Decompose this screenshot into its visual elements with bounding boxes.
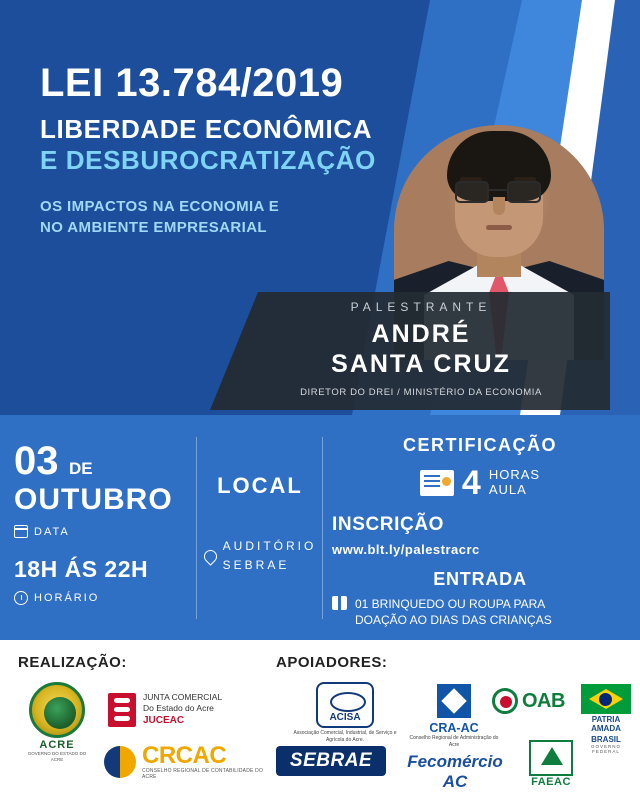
crcac-mark-icon — [104, 746, 136, 778]
brasil-line-3: GOVERNO FEDERAL — [590, 744, 621, 755]
certification-unit — [489, 468, 540, 498]
sebrae-label: SEBRAE — [289, 750, 373, 771]
crcac-main — [142, 744, 274, 768]
acisa-caption: Associação Comercial, Industrial, de Serviço e Agrícola do Acre. — [293, 730, 397, 743]
entry-value — [355, 596, 552, 628]
certification-title: CERTIFICAÇÃO — [403, 435, 557, 455]
speaker-info — [236, 300, 606, 398]
hero-text-block — [40, 62, 420, 238]
logo-acre-label: ACRE — [39, 739, 75, 751]
clock-icon — [14, 591, 28, 605]
subtitle-line-1: OS IMPACTOS NA ECONOMIA E — [40, 198, 280, 216]
time-label: HORÁRIO — [34, 592, 100, 604]
subtitle-line-2: NO AMBIENTE EMPRESARIAL — [40, 218, 267, 236]
juceac-line-3: JUCEAC — [143, 715, 185, 727]
speaker-first-name: ANDRÉ — [371, 320, 471, 348]
certificate-icon — [420, 470, 454, 496]
logo-oab — [492, 688, 574, 714]
entry-value-row — [332, 596, 628, 628]
date-label-row — [14, 525, 192, 538]
location-line-2: SEBRAE — [222, 558, 290, 573]
craac-mark-icon — [437, 684, 471, 718]
location-value-row — [200, 537, 320, 575]
info-band — [0, 415, 640, 640]
crcac-caption: CONSELHO REGIONAL DE CONTABILIDADE DO ACRE — [142, 768, 264, 780]
sebrae-box — [276, 746, 386, 776]
craac-label: CRA-AC — [429, 721, 479, 735]
faeac-mark-icon — [529, 740, 573, 776]
subtitle — [40, 197, 420, 238]
logo-juceac — [108, 692, 258, 727]
date-label: DATA — [34, 525, 70, 538]
craac-caption: Conselho Regional de Administração do Acre — [409, 735, 499, 748]
acre-seal-icon — [29, 682, 85, 738]
inscription-title: INSCRIÇÃO — [332, 514, 445, 535]
pin-icon — [201, 547, 219, 565]
juceac-line-1: JUNTA COMERCIAL — [143, 692, 223, 702]
certification-unit-2: AULA — [488, 482, 527, 497]
photo-nose — [493, 197, 505, 215]
inscription-url[interactable]: www.blt.ly/palestracrc — [332, 542, 480, 557]
headline-line-2: E DESBUROCRATIZAÇÃO — [40, 144, 376, 175]
sponsors-section — [0, 640, 640, 800]
brasil-line-2: BRASIL — [591, 734, 621, 744]
logo-acisa — [290, 682, 400, 744]
time-label-row — [14, 591, 192, 605]
speaker-description: DIRETOR DO DREI / MINISTÉRIO DA ECONOMIA — [300, 387, 542, 398]
logo-craac — [408, 684, 500, 748]
divider-2 — [322, 437, 323, 619]
entry-title: ENTRADA — [433, 569, 527, 589]
location-title: LOCAL — [217, 473, 303, 498]
photo-mouth — [486, 225, 512, 230]
fecomercio-label: Fecomércio AC — [407, 752, 503, 791]
certification-unit-1: HORAS — [488, 467, 541, 483]
crcac-main-b: AC — [192, 742, 227, 769]
speaker-name — [236, 320, 606, 379]
brazil-flag-icon — [581, 684, 631, 714]
location-column — [200, 473, 320, 575]
date-column — [14, 441, 192, 605]
date-line — [14, 441, 192, 481]
law-title: LEI 13.784/2019 — [40, 61, 344, 105]
juceac-line-2: Do Estado do Acre — [143, 703, 214, 714]
gift-icon — [332, 596, 347, 610]
certification-column — [332, 435, 628, 628]
crcac-main-a: CRC — [142, 742, 193, 769]
event-month: OUTUBRO — [14, 483, 173, 516]
logo-sebrae — [276, 746, 386, 776]
acisa-mark-icon — [316, 682, 374, 728]
calendar-icon — [14, 525, 28, 538]
logo-crcac — [104, 744, 274, 780]
headline — [40, 114, 420, 175]
juceac-mark-icon — [108, 693, 136, 727]
realization-title: REALIZAÇÃO: — [18, 654, 127, 671]
logo-acre — [24, 682, 90, 760]
location-line-1: AUDITÓRIO — [222, 539, 317, 553]
juceac-text — [143, 692, 222, 727]
event-time: 18H ÁS 22H — [14, 556, 149, 582]
logo-acre-sub: GOVERNO DO ESTADO DO ACRE — [27, 751, 87, 762]
glasses-bridge — [489, 189, 507, 191]
crcac-text — [142, 744, 274, 780]
speaker-last-name: SANTA CRUZ — [331, 349, 511, 378]
logo-fecomercio — [396, 752, 514, 792]
oab-mark-icon — [492, 688, 518, 714]
location-value — [223, 537, 317, 575]
divider-1 — [196, 437, 197, 619]
speaker-role: PALESTRANTE — [350, 300, 492, 314]
event-day: 03 — [14, 439, 59, 483]
entry-line-2: DOAÇÃO AO DIAS DAS CRIANÇAS — [355, 613, 552, 628]
brasil-line-1: PATRIA AMADA — [591, 715, 621, 733]
certification-hours-row — [332, 466, 628, 500]
certification-hours: 4 — [461, 464, 481, 502]
logo-faeac — [516, 740, 586, 788]
supporters-title: APOIADORES: — [276, 654, 388, 671]
headline-line-1: LIBERDADE ECONÔMICA — [40, 114, 373, 144]
date-suffix: DE — [68, 459, 93, 478]
glasses-icon — [455, 181, 489, 203]
entry-line-1: 01 BRINQUEDO OU ROUPA PARA — [355, 597, 546, 611]
logo-governo-federal — [578, 684, 634, 754]
oab-label: OAB — [522, 689, 565, 712]
glasses-icon-right — [507, 181, 541, 203]
faeac-label: FAEAC — [531, 776, 571, 788]
acisa-label: ACISA — [329, 712, 361, 723]
